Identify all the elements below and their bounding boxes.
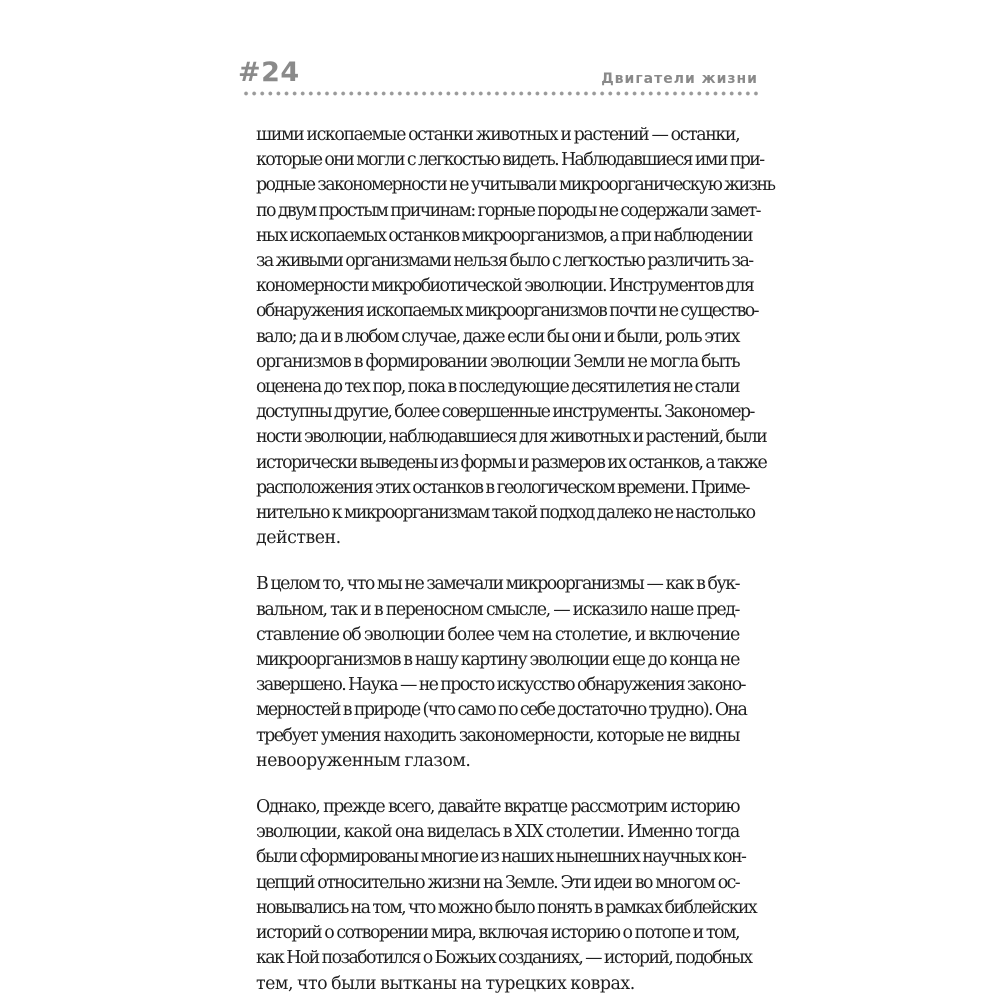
- text-line: невооруженным глазом.: [256, 750, 471, 771]
- paragraph-spacer: [256, 774, 739, 795]
- paragraph-3: [256, 795, 757, 997]
- running-title: Двигатели жизни: [601, 71, 758, 87]
- text-line: мерностей в природе (что само по себе достаточно трудно). Она: [256, 700, 747, 721]
- text-line: шими ископаемые останки животных и растений — останки,: [256, 125, 740, 145]
- text-line: за живыми организмами нельзя было с легкостью различить за-: [256, 251, 753, 272]
- text-line: цепций относительно жизни на Земле. Эти идеи во многом ос-: [256, 872, 739, 893]
- text-line: вальном, так и в переносном смысле, — исказило наше пред-: [256, 599, 739, 620]
- text-line: исторически выведены из формы и размеров их останков, а также: [256, 452, 767, 473]
- text-line: вало; да и в любом случае, даже если бы они и были, роль этих: [256, 326, 739, 347]
- text-line: ности эволюции, наблюдавшиеся для животных и растений, были: [256, 427, 767, 448]
- text-line: были сформированы многие из наших нынешних научных кон-: [256, 847, 746, 868]
- text-line: историй о сотворении мира, включая историю о потопе и том,: [256, 923, 739, 944]
- text-line: которые они могли с легкостью видеть. Наблюдавшиеся ими при-: [256, 150, 764, 171]
- text-line: завершено. Наука — не просто искусство обнаружения законо-: [256, 675, 745, 696]
- text-line: микроорганизмов в нашу картину эволюции еще до конца не: [256, 650, 739, 671]
- paragraph-2: [256, 572, 747, 774]
- text-line: оценена до тех пор, пока в последующие десятилетия не стали: [256, 377, 739, 398]
- paragraph-1: [256, 123, 775, 551]
- text-line: доступны другие, более совершенные инструменты. Закономер-: [256, 402, 754, 423]
- text-line: обнаружения ископаемых микроорганизмов почти не существо-: [256, 301, 758, 322]
- text-line: Однако, прежде всего, давайте вкратце рассмотрим историю: [256, 797, 739, 818]
- text-line: В целом то, что мы не замечали микроорганизмы — как в бук-: [256, 574, 739, 595]
- text-line: требует умения находить закономерности, которые не видны: [256, 725, 739, 746]
- text-line: кономерности микробиотической эволюции. Инструментов для: [256, 276, 754, 297]
- text-line: как Ной позаботился о Божьих созданиях, — историй, подобных: [256, 948, 752, 969]
- text-line: нительно к микроорганизмам такой подход далеко не настолько: [256, 503, 755, 524]
- body-text: [256, 123, 775, 997]
- page-header: [238, 58, 758, 98]
- text-line: действен.: [256, 528, 341, 549]
- text-line: эволюции, какой она виделась в XIX столетии. Именно тогда: [256, 822, 739, 843]
- page-number: #24: [238, 57, 300, 88]
- text-line: родные закономерности не учитывали микроорганическую жизнь: [256, 175, 775, 196]
- header-dotted-divider: [242, 91, 758, 96]
- text-line: организмов в формировании эволюции Земли не могла быть: [256, 351, 740, 372]
- text-line: тем, что были вытканы на турецких коврах.: [256, 973, 635, 994]
- text-line: ставление об эволюции более чем на столетие, и включение: [256, 624, 739, 645]
- text-line: по двум простым причинам: горные породы не содержали замет-: [256, 200, 760, 221]
- text-line: новывались на том, что можно было понять в рамках библейских: [256, 897, 757, 918]
- text-line: ных ископаемых останков микроорганизмов, а при наблюдении: [256, 225, 752, 246]
- text-line: расположения этих останков в геологическом времени. Приме-: [256, 477, 749, 498]
- paragraph-spacer: [256, 551, 739, 572]
